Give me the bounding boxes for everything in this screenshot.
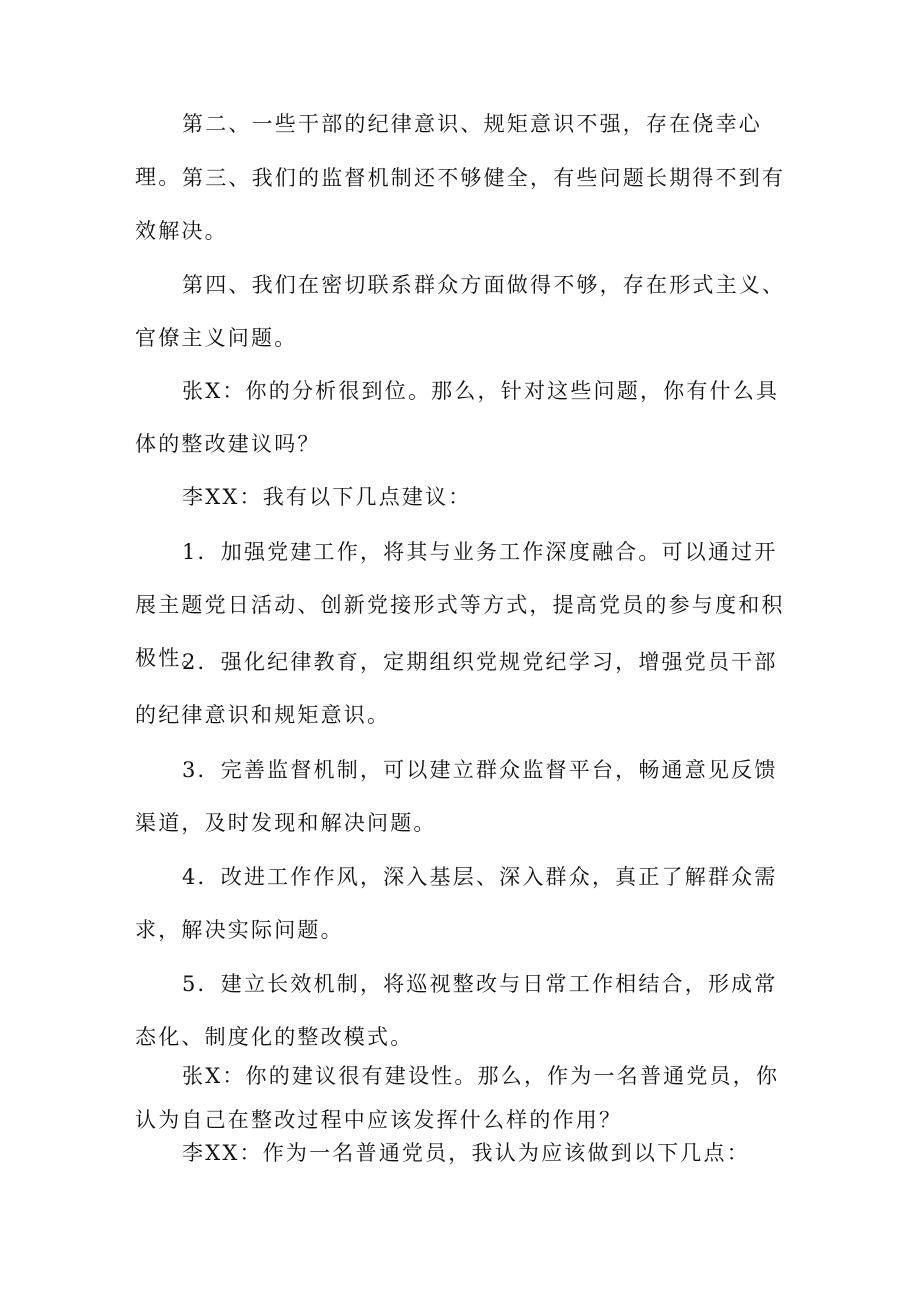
paragraph-li-answer-intro: 李XX：我有以下几点建议： bbox=[182, 485, 472, 509]
paragraph-li-answer-role: 李XX：作为一名普通党员，我认为应该做到以下几点： bbox=[182, 1141, 750, 1165]
paragraph-supervision-mechanism: 第三、我们的监督机制还不够健全，有些问题长期得不到有效解决。 bbox=[135, 166, 786, 243]
paragraph-suggestion-2: 2．强化纪律教育，定期组织党规党纪学习，增强党员干部的纪律意识和规矩意识。 bbox=[135, 650, 778, 727]
paragraph-zhang-question-1: 张X：你的分析很到位。那么，针对这些问题，你有什么具体的整改建议吗？ bbox=[135, 379, 780, 456]
paragraph-suggestion-5: 5．建立长效机制，将巡视整改与日常工作相结合，形成常态化、制度化的整改模式。 bbox=[135, 972, 778, 1049]
paragraph-discipline-awareness: 第二、一些干部的纪律意识、规矩意识不强，存在侥幸心理。 bbox=[135, 112, 762, 189]
paragraph-suggestion-1: 1．加强党建工作，将其与业务工作深度融合。可以通过开展主题党日活动、创新党接形式等方式，提高党员的参与度和积极性。 bbox=[135, 540, 785, 670]
paragraph-zhang-question-2: 张X：你的建议很有建设性。那么，作为一名普通党员，你认为自己在整改过程中应该发挥什么样的作用？ bbox=[135, 1064, 780, 1132]
paragraph-suggestion-3: 3．完善监督机制，可以建立群众监督平台，畅通意见反馈渠道，及时发现和解决问题。 bbox=[135, 758, 778, 835]
paragraph-mass-contact: 第四、我们在密切联系群众方面做得不够，存在形式主义、官僚主义问题。 bbox=[135, 273, 786, 350]
paragraph-suggestion-4: 4．改进工作作风，深入基层、深入群众，真正了解群众需求，解决实际问题。 bbox=[135, 865, 778, 942]
